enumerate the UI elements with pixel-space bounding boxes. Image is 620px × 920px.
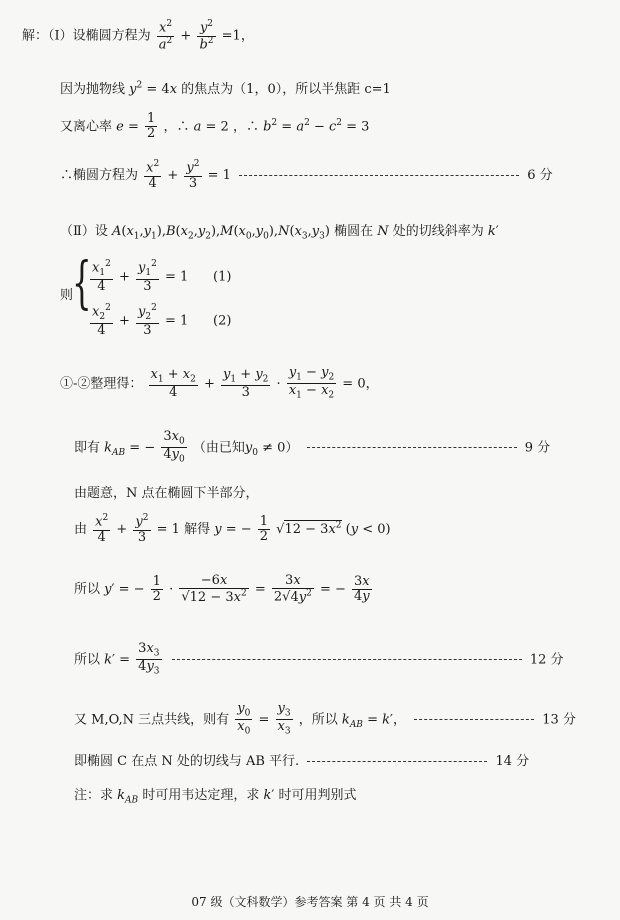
ellipse-eq-line: ∴椭圆方程为 $\frac{x^2}{4}$ + $\frac{y^2}{3}$ = 1 6 分 [60,159,553,191]
fraction: $\frac{x^2}{a^2}$ [158,19,173,52]
text: 椭圆在 [334,224,374,239]
text: （Ⅱ）设 [60,224,108,239]
fraction: $\frac{3x}{2√4y^2}$ [273,573,312,605]
leader-dots [307,761,487,762]
text: 解：（Ⅰ）设椭圆方程为 [22,28,151,44]
text: （由已知 [192,440,245,456]
text: ∴椭圆方程为 [60,167,139,183]
slope-ab-line: 即有 $k_{AB}$ = − $\frac{3x_0}{4y_0}$ （由已知$y_0 \ne 0$） 9 分 [74,429,551,466]
fraction: $\frac{3x}{4y}$ [354,573,370,604]
text: ①-②整理得： [60,376,143,392]
text: 即有 [74,440,101,456]
fraction: $\frac{y^2}{3}$ [186,159,200,191]
parallel-line [74,750,620,769]
collinear-line: 又 M,O,N 三点共线，则有 $\frac{y_0}{x_0}$ = $\frac{y_3}{x_3}$ ，所以 $k_{AB} = k'$， 13 分 [74,701,576,738]
text: 又离心率 [60,119,113,135]
fraction: $\frac{x_1 + x_2}{4}$ [150,366,196,401]
tangent-slope-line: 所以 k′ = $\frac{3x_3}{4y_3}$ 12 分 [74,641,564,678]
solve-y-line: 由 $\frac{x^2}{4}$ + $\frac{y^2}{3}$ = 1 解得 y = − $\frac{1}{2}$ $√12 - 3x^2$ (y < 0) [74,513,391,545]
text: 解得 [184,521,211,537]
text: 处的切线斜率为 [392,224,484,239]
part1-setup: 解：（Ⅰ）设椭圆方程为 $\frac{x^2}{a^2}$ + $\frac{y^2}{b^2}$ =1， [22,19,254,52]
text: ，所以 [298,712,338,728]
text: 又 M,O,N 三点共线，则有 [74,712,230,728]
text: 所以 [74,581,101,597]
text: 即椭圆 C 在点 N 处的切线与 AB 平行. [74,754,300,769]
fraction: $\frac{y_0}{x_0}$ [237,701,251,738]
score: 9 分 [524,440,551,456]
score: 6 分 [527,167,553,183]
leader-dots [239,175,519,176]
text: 注：求 [74,788,114,803]
fraction: $\frac{1}{2}$ [152,573,161,604]
text: 时可用韦达定理，求 [142,788,260,803]
fraction: $\frac{x_2^2}{4}$ [92,303,111,338]
system-eq2: $\frac{x_2^2}{4}$ + $\frac{y_2^2}{3}$ = 1 (2) [92,303,232,338]
text: 则 [60,288,74,303]
derivative-line: 所以 y′ = − $\frac{1}{2}$ · $\frac{-6x}{√12 - 3x^2}$ = $\frac{3x}{2√4y^2}$ = − $\frac{3x}{4y}$ [74,573,370,605]
eccentricity-line: 又离心率 e = $\frac{1}{2}$ ，∴ a = 2 ，∴ $b^2 = a^2 - c^2 = 3$ [60,111,370,142]
text: ） [285,440,299,456]
fraction: $\frac{1}{2}$ [259,513,269,544]
score: 14 分 [495,754,530,769]
leader-dots [414,719,534,720]
fraction: $\frac{3x_0}{4y_0}$ [163,429,185,466]
score: 12 分 [529,652,564,668]
text: 的焦点为（1，0），所以半焦距 c=1 [181,82,391,97]
fraction: $\frac{y^2}{3}$ [135,513,149,545]
fraction: $\frac{y_3}{x_3}$ [277,701,291,738]
text: 由 [74,521,88,537]
lower-half-line [74,482,620,501]
leader-dots [307,447,517,448]
fraction: $\frac{y_1 - y_2}{x_1 - x_2}$ [288,365,335,402]
fraction: $\frac{x^2}{4}$ [95,513,109,545]
note-line: 注：求 $k_{AB}$ 时可用韦达定理，求 k′ 时可用判别式 [74,788,357,806]
text: ， [240,28,254,44]
subtract-line: ①-②整理得： $\frac{x_1 + x_2}{4}$ + $\frac{y_1 + y_2}{3}$ · $\frac{y_1 - y_2}{x_1 - x_2}$ = 0， [60,365,379,402]
text: 时可用判别式 [278,788,357,803]
fraction: $\frac{3x_3}{4y_3}$ [138,641,160,678]
fraction: $\frac{1}{2}$ [147,111,156,142]
text: ， [365,376,379,392]
text: 所以 [74,652,101,668]
focus-line: 因为抛物线 $y^2 = 4x$ 的焦点为（1，0），所以半焦距 c=1 [60,80,391,97]
score: 13 分 [542,712,576,728]
text: ，∴ [163,119,190,135]
fraction: $\frac{y^2}{b^2}$ [199,19,214,52]
text: 因为抛物线 [60,82,126,97]
fraction: $\frac{-6x}{√12 - 3x^2}$ [181,573,247,605]
fraction: $\frac{y_1^2}{3}$ [137,259,157,294]
fraction: $\frac{y_1 + y_2}{3}$ [223,366,269,401]
page-footer: 07 级（文科数学）参考答案 第 4 页 共 4 页 [191,895,429,909]
eq-tag: (1) [213,269,232,285]
fraction: $\frac{x_1^2}{4}$ [92,259,111,294]
fraction: $\frac{y_2^2}{3}$ [137,303,157,338]
brace: { [72,251,92,316]
text: 由题意，N 点在椭圆下半部分， [74,486,259,501]
part2-setup: （Ⅱ）设 $A(x_1,y_1),B(x_2,y_2),M(x_0,y_0),N(x_3,y_3)$ 椭圆在 N 处的切线斜率为 k′ [60,224,499,242]
leader-dots [172,659,522,660]
text: ，∴ [232,119,259,135]
fraction: $\frac{x^2}{4}$ [146,159,160,191]
system-eq1: $\frac{x_1^2}{4}$ + $\frac{y_1^2}{3}$ = 1 (1) [92,259,232,294]
eq-tag: (2) [213,313,232,329]
